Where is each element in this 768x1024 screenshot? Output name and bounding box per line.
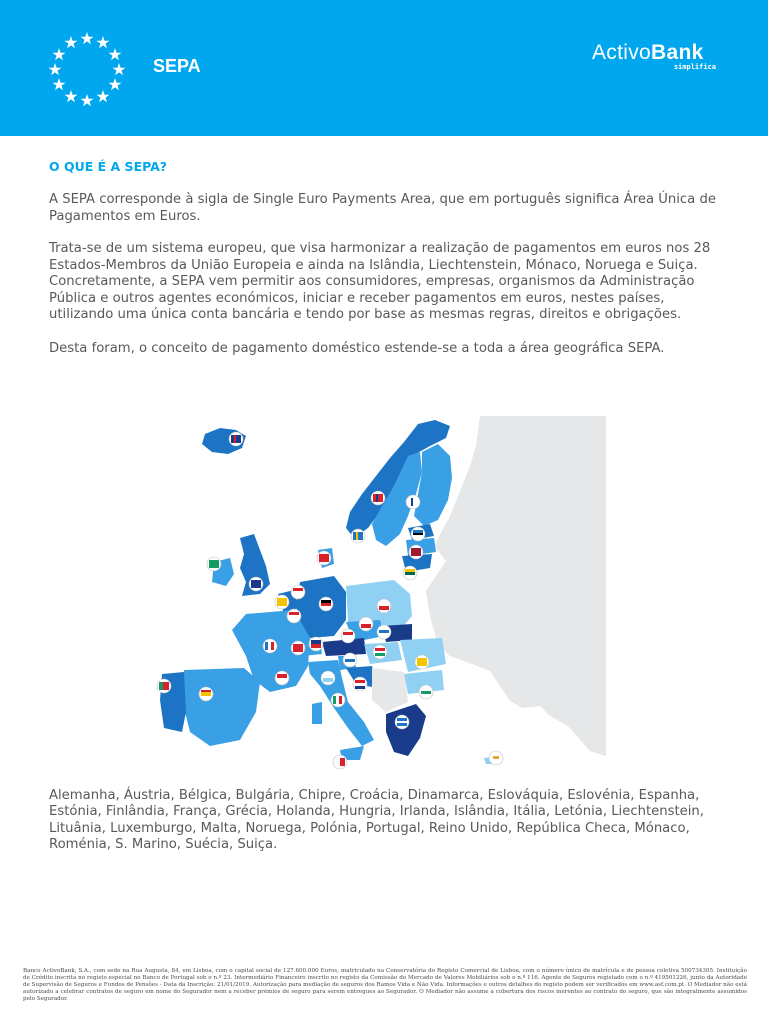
sardinia-shape <box>312 702 322 724</box>
sepa-countries-list: Alemanha, Áustria, Bélgica, Bulgária, Chipre, Croácia, Dinamarca, Eslováquia, Eslovénia, Espanha, Estónia, Finlândia, França, Grécia, Holanda, Hungria, Irlanda, Islândia, Itália, Letónia, Liechtenstein, Lituânia, Luxemburgo, Malta, Noruega, Polónia, Portugal, Reino Unido, República Checa, Mónaco, Roménia, S. Marino, Suécia, Suiça. <box>49 788 704 853</box>
hungary-flag-icon <box>373 645 387 659</box>
cyprus-flag-icon <box>489 751 503 765</box>
italy-flag-icon <box>331 693 345 707</box>
eu-stars-icon <box>46 30 128 108</box>
lithuania-flag-icon <box>403 566 417 580</box>
header-banner <box>0 0 768 136</box>
slovenia-flag-icon <box>343 653 357 667</box>
estonia-flag-icon <box>411 527 425 541</box>
liechtenstein-flag-icon <box>309 637 323 651</box>
austria-flag-icon <box>341 629 355 643</box>
denmark-flag-icon <box>317 551 331 565</box>
portugal-flag-icon <box>157 679 171 693</box>
header-title: SEPA <box>153 56 201 76</box>
sepa-europe-map <box>150 416 608 778</box>
iceland-flag-icon <box>229 432 243 446</box>
netherlands-flag-icon <box>291 585 305 599</box>
czech-flag-icon <box>359 617 373 631</box>
paragraph-1: A SEPA corresponde à sigla de Single Euro Payments Area, que em português significa Área Única de Pagamentos em Euros. <box>49 192 716 224</box>
poland-flag-icon <box>377 599 391 613</box>
ireland-flag-icon <box>207 557 221 571</box>
germany-flag-icon <box>319 597 333 611</box>
slovakia-flag-icon <box>377 625 391 639</box>
sweden-flag-icon <box>351 529 365 543</box>
monaco-flag-icon <box>275 671 289 685</box>
san-marino-flag-icon <box>321 671 335 685</box>
legal-footer: Banco ActivoBank, S.A., com sede na Rua Augusta, 84, em Lisboa, com o capital social de 127.600.000 Euros, matriculado na Conservatória do Registo Comercial de Lisboa, com o número único de matrícula e de pessoa coletiva 500734305. Instituição de Crédito inscrita no registo especial no Banco de Portugal sob o n.º 23. Intermediário Financeiro inscrito no registo da Comissão do Mercado de Valores Mobiliários sob o n.º 116. Agente de Seguros registado com o n.º 419501226, junto da Autoridade de Supervisão de Seguros e Fundos de Pensões - Data da Inscrição: 21/01/2019. Autorização para mediação de seguros dos Ramos Vida e Não Vida. Informações e outros detalhes do registo podem ser verificados em www.asf.com.pt. O Mediador não está autorizado a celebrar contratos de seguro em nome do Segurador nem a receber prémios de seguro para serem entregues ao Segurador. O Mediador não assume a cobertura dos riscos inerentes ao contrato do seguro, que são integralmente assumidos pelo Segurador. <box>23 968 748 1003</box>
greece-flag-icon <box>395 715 409 729</box>
norway-flag-icon <box>371 491 385 505</box>
romania-flag-icon <box>415 655 429 669</box>
paragraph-3: Desta foram, o conceito de pagamento doméstico estende-se a toda a área geográfica SEPA. <box>49 341 665 356</box>
brand-tagline: simplifica <box>673 63 716 71</box>
switzerland-flag-icon <box>291 641 305 655</box>
belgium-flag-icon <box>275 595 289 609</box>
section-title: O QUE É A SEPA? <box>49 159 168 174</box>
latvia-flag-icon <box>409 545 423 559</box>
malta-flag-icon <box>333 755 347 769</box>
croatia-flag-icon <box>353 677 367 691</box>
finland-flag-icon <box>406 495 420 509</box>
france-flag-icon <box>263 639 277 653</box>
paragraph-2: Trata-se de um sistema europeu, que visa harmonizar a realização de pagamentos em euros nos 28 Estados-Membros da União Europeia e ainda na Islândia, Liechtenstein, Mónaco, Noruega e Suiça. Concretamente, a SEPA vem permitir aos consumidores, empresas, organismos da Administração Pública e outros agentes económicos, iniciar e receber pagamentos em euros, nestes países, utilizando uma única conta bancária e tendo por base as mesmas regras, direitos e obrigações. <box>49 241 711 322</box>
activobank-logo <box>592 42 722 74</box>
bulgaria-flag-icon <box>419 685 433 699</box>
luxembourg-flag-icon <box>287 609 301 623</box>
brand-name-b: Bank <box>651 41 704 64</box>
uk-flag-icon <box>249 577 263 591</box>
spain-flag-icon <box>199 687 213 701</box>
brand-name-a: Activo <box>592 41 651 64</box>
